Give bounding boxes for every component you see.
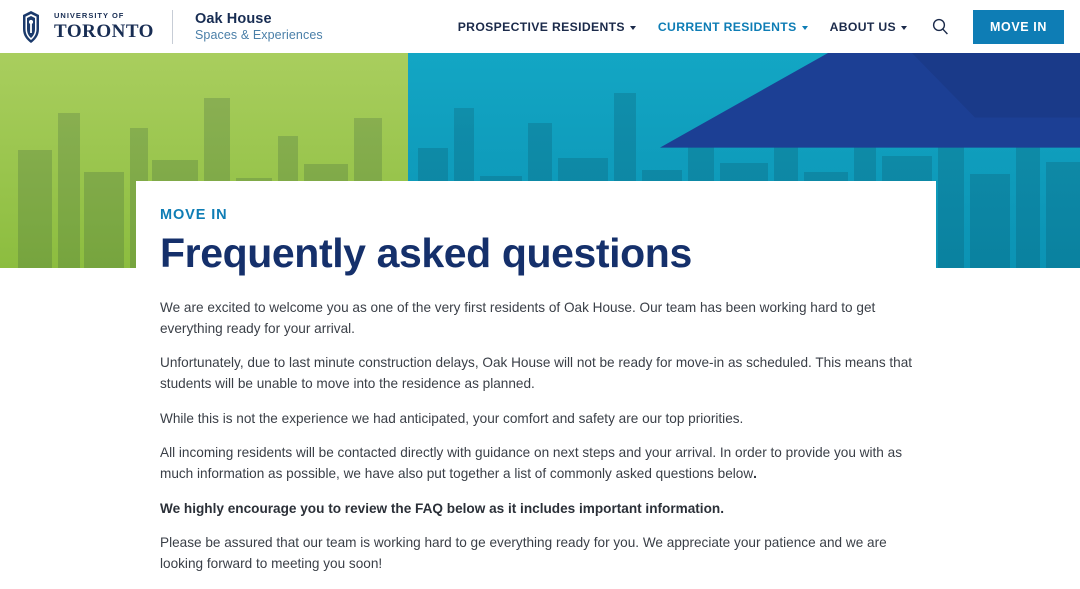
paragraph-contact-bold: . (753, 465, 757, 481)
page-title: Frequently asked questions (160, 230, 692, 276)
eyebrow-label: MOVE IN (160, 207, 228, 223)
main-navigation (458, 10, 1080, 44)
uoft-crest-icon (18, 10, 44, 44)
uoft-wordmark (54, 12, 154, 41)
chevron-down-icon (901, 26, 907, 30)
paragraph-priorities: While this is not the experience we had anticipated, your comfort and safety are our top priorities. (160, 410, 744, 426)
site-header (0, 0, 1080, 53)
nav-item-prospective-residents[interactable] (458, 20, 636, 34)
search-icon[interactable] (929, 16, 951, 38)
site-logo[interactable] (18, 10, 323, 44)
paragraph-contact-text: All incoming residents will be contacted directly with guidance on next steps and your arrival. In order to provide you with as much information as possible, we have also put together a list of commonly asked questions below (160, 445, 902, 481)
nav-label: ABOUT US (829, 19, 897, 34)
chevron-down-icon (630, 26, 636, 30)
nav-item-about-us[interactable] (830, 20, 907, 34)
logo-divider (172, 10, 173, 44)
brand-sub-text: Spaces & Experiences (194, 27, 323, 42)
page-title-card (136, 181, 936, 285)
nav-label: PROSPECTIVE RESIDENTS (457, 19, 625, 34)
move-in-button[interactable]: MOVE IN (973, 10, 1064, 44)
paragraph-contact (160, 443, 920, 484)
oak-house-wordmark (195, 11, 323, 42)
nav-label: CURRENT RESIDENTS (657, 19, 797, 34)
paragraph-closing: Please be assured that our team is working hard to ge everything ready for you. We appreciate your patience and we are looking forward to meeting you soon! (160, 535, 887, 571)
paragraph-faq-encouragement: We highly encourage you to review the FAQ below as it includes important information. (160, 500, 724, 516)
uoft-university-text: UNIVERSITY OF (54, 11, 125, 21)
chevron-down-icon (802, 26, 808, 30)
uoft-toronto-text: TORONTO (54, 20, 154, 42)
paragraph-delay: Unfortunately, due to last minute construction delays, Oak House will not be ready for move-in as scheduled. This means that students will be unable to move into the residence as planned. (160, 355, 913, 391)
paragraph-welcome: We are excited to welcome you as one of the very first residents of Oak House. Our team has been working hard to get everything ready for your arrival. (160, 300, 876, 336)
nav-item-current-residents[interactable] (658, 20, 808, 34)
brand-main-text: Oak House (194, 10, 272, 27)
